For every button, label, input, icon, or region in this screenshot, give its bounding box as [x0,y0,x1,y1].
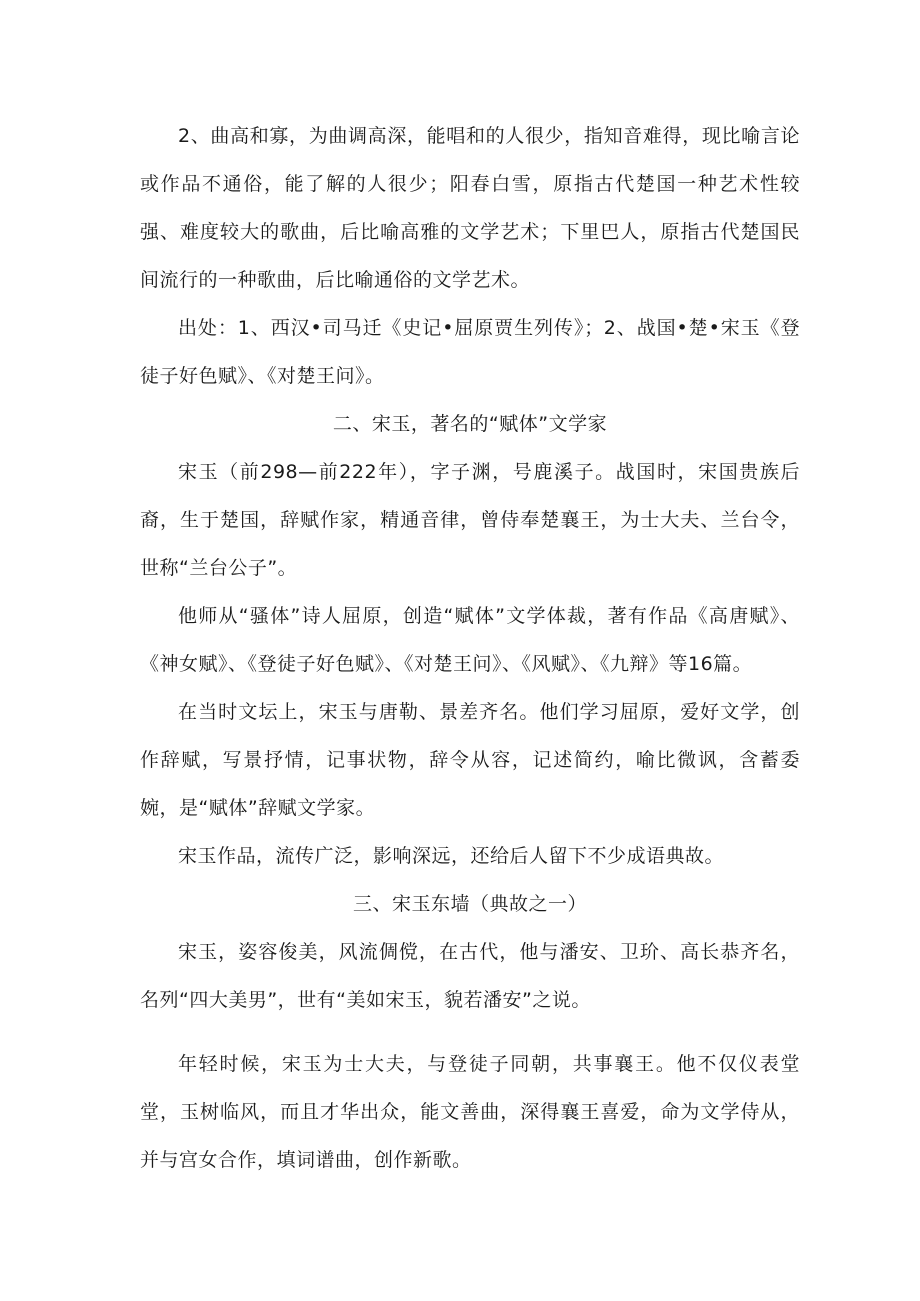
paragraph-idiom-meaning: 2、曲高和寡，为曲调高深，能唱和的人很少，指知音难得，现比喻言论或作品不通俗，能了解的人很少；阳春白雪，原指古代楚国一种艺术性较强、难度较大的歌曲，后比喻高雅的文学艺术；下里巴人，原指古代楚国民间流行的一种歌曲，后比喻通俗的文学艺术。 [140,125,800,291]
paragraph-song-yu-legacy: 宋玉作品，流传广泛，影响深远，还给后人留下不少成语典故。 [178,845,725,867]
paragraph-song-yu-peers: 在当时文坛上，宋玉与唐勒、景差齐名。他们学习屈原，爱好文学，创作辞赋，写景抒情，记事状物，辞令从容，记述简约，喻比微讽，含蓄委婉，是“赋体”辞赋文学家。 [140,701,800,819]
paragraph-source: 出处：1、西汉•司马迁《史记•屈原贾生列传》；2、战国•楚•宋玉《登徒子好色赋》、《对楚王问》。 [140,317,800,387]
section-heading-2: 二、宋玉，著名的“赋体”文学家 [332,413,608,435]
paragraph-song-yu-youth: 年轻时候，宋玉为士大夫，与登徒子同朝，共事襄王。他不仅仪表堂堂，玉树临风，而且才华出众，能文善曲，深得襄王喜爱，命为文学侍从，并与宫女合作，填词谱曲，创作新歌。 [140,1053,800,1171]
section-heading-3: 三、宋玉东墙（典故之一） [352,893,587,915]
paragraph-song-yu-bio: 宋玉（前298—前222年），字子渊，号鹿溪子。战国时，宋国贵族后裔，生于楚国，辞赋作家，精通音律，曾侍奉楚襄王，为士大夫、兰台令，世称“兰台公子”。 [140,461,800,579]
paragraph-song-yu-works: 他师从“骚体”诗人屈原，创造“赋体”文学体裁，著有作品《高唐赋》、《神女赋》、《登徒子好色赋》、《对楚王问》、《风赋》、《九辩》等16篇。 [140,605,800,675]
paragraph-song-yu-looks: 宋玉，姿容俊美，风流倜傥，在古代，他与潘安、卫玠、高长恭齐名，名列“四大美男”，世有“美如宋玉，貌若潘安”之说。 [140,941,800,1011]
